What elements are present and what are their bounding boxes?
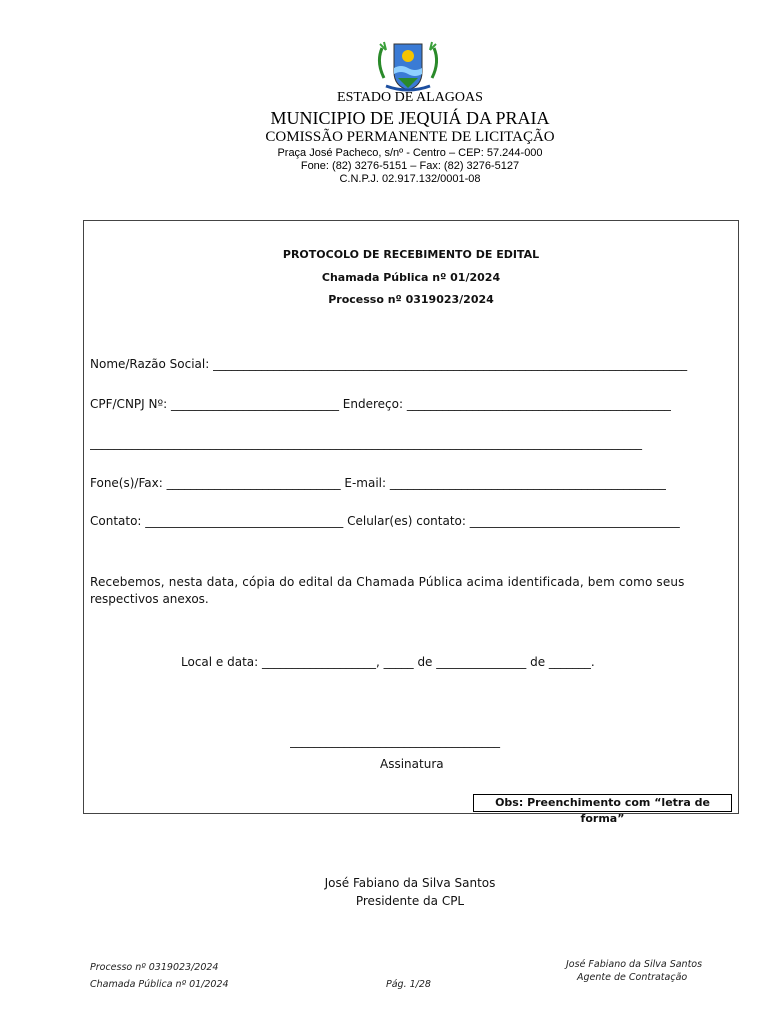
address-continuation-line[interactable]: ____________________________________________________________________________________________ <box>90 436 642 450</box>
signature-label: Assinatura <box>380 757 444 771</box>
signature-line[interactable]: ___________________________________ <box>290 734 500 748</box>
cpf-address-field-line[interactable]: CPF/CNPJ Nº: ____________________________ Endereço: ____________________________________________ <box>90 397 671 411</box>
local-date-field-line[interactable]: Local e data: ___________________, _____ de _______________ de _______. <box>181 655 595 669</box>
contact-field-line[interactable]: Contato: _________________________________ Celular(es) contato: ___________________________________ <box>90 514 680 528</box>
header-commission: COMISSÃO PERMANENTE DE LICITAÇÃO <box>265 129 555 145</box>
form-process-number: Processo nº 0319023/2024 <box>328 293 494 306</box>
header-municipality: MUNICIPIO DE JEQUIÁ DA PRAIA <box>270 108 550 128</box>
footer-process: Processo nº 0319023/2024 <box>90 962 219 973</box>
footer-call: Chamada Pública nº 01/2024 <box>90 979 229 990</box>
footer-agent-role: Agente de Contratação <box>577 972 688 983</box>
form-title: PROTOCOLO DE RECEBIMENTO DE EDITAL <box>282 248 540 261</box>
footer-agent-name: José Fabiano da Silva Santos <box>566 959 703 970</box>
municipal-crest-logo <box>372 38 444 94</box>
header-cnpj: C.N.P.J. 02.917.132/0001-08 <box>339 173 481 185</box>
header-state: ESTADO DE ALAGOAS <box>337 90 483 105</box>
signer-name: José Fabiano da Silva Santos <box>324 876 496 890</box>
receipt-statement-line-2: respectivos anexos. <box>90 592 209 606</box>
receipt-statement-line-1: Recebemos, nesta data, cópia do edital da Chamada Pública acima identificada, bem como seus <box>90 575 685 589</box>
header-phone: Fone: (82) 3276-5151 – Fax: (82) 3276-5127 <box>300 160 520 172</box>
footer-page-number: Pág. 1/28 <box>386 979 431 990</box>
signer-role: Presidente da CPL <box>355 894 465 908</box>
phone-email-field-line[interactable]: Fone(s)/Fax: _____________________________ E-mail: ______________________________________________ <box>90 476 666 490</box>
form-call-number: Chamada Pública nº 01/2024 <box>321 271 501 284</box>
name-field-line[interactable]: Nome/Razão Social: _______________________________________________________________________________ <box>90 357 688 371</box>
obs-note-box: Obs: Preenchimento com “letra de forma” <box>473 794 732 812</box>
header-address: Praça José Pacheco, s/nº - Centro – CEP: 57.244-000 <box>277 147 543 159</box>
